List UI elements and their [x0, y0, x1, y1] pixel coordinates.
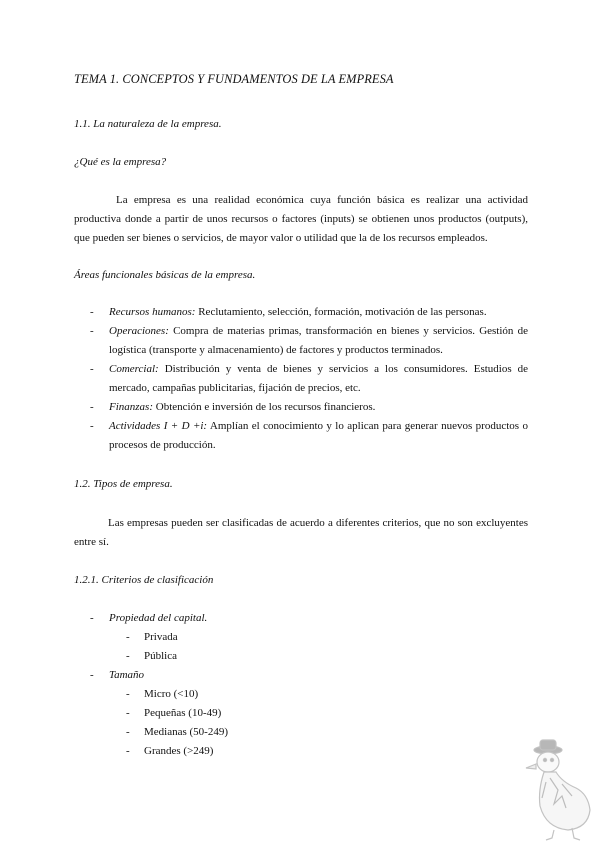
- criteria-list: [74, 609, 528, 761]
- list-item: [74, 303, 528, 322]
- list-item: [74, 628, 528, 647]
- criterion-option: Grandes (>249): [144, 745, 214, 757]
- paragraph-text: Las empresas pueden ser clasificadas de acuerdo a diferentes criterios, que no son excluyentes entre sí.: [74, 517, 528, 548]
- criterion-label: Propiedad del capital.: [109, 612, 208, 624]
- paragraph-text: La empresa es una realidad económica cuya función básica es realizar una actividad productiva donde a partir de unos recursos o factores (inputs) se obtienen unos productos (outputs), que pueden ser bienes o servicios, de mayor valor o utilidad que la de los recursos empleados.: [74, 194, 528, 244]
- list-item: [74, 417, 528, 455]
- criterion-option: Pequeñas (10-49): [144, 707, 222, 719]
- list-item: [74, 704, 528, 723]
- list-dash: -: [90, 612, 94, 624]
- section-heading-1-2: 1.2. Tipos de empresa.: [74, 478, 173, 490]
- list-item: [74, 322, 528, 360]
- list-dash: -: [126, 726, 130, 738]
- area-text: Amplían el conocimiento y lo aplican para generar nuevos productos o procesos de producción.: [109, 420, 528, 451]
- list-dash: -: [90, 363, 94, 375]
- area-text: Compra de materias primas, transformación en bienes y servicios. Gestión de logística (transporte y almacenamiento) de factores y productos terminados.: [109, 325, 529, 356]
- area-label: Comercial:: [109, 363, 159, 375]
- paragraph-definition: [74, 191, 528, 248]
- areas-list: [74, 303, 528, 455]
- criterion-option: Pública: [144, 650, 177, 662]
- list-item: [74, 609, 528, 628]
- criterion-option: Privada: [144, 631, 178, 643]
- section-heading-1-2-1: 1.2.1. Criterios de clasificación: [74, 574, 214, 586]
- list-item: [74, 685, 528, 704]
- area-text: Distribución y venta de bienes y servicios a los consumidores. Estudios de mercado, campañas publicitarias, fijación de precios, etc.: [109, 363, 529, 394]
- list-dash: -: [90, 420, 94, 432]
- list-item: [74, 398, 528, 417]
- criterion-option: Micro (<10): [144, 688, 199, 700]
- list-item: [74, 647, 528, 666]
- paragraph-types: [74, 514, 528, 552]
- area-label: Operaciones:: [109, 325, 169, 337]
- list-item: [74, 742, 528, 761]
- list-item: [74, 723, 528, 742]
- area-label: Actividades I + D +i:: [109, 420, 208, 432]
- list-item: [74, 666, 528, 685]
- list-dash: -: [126, 745, 130, 757]
- list-dash: -: [90, 401, 94, 413]
- area-text: Obtención e inversión de los recursos financieros.: [155, 401, 376, 413]
- area-label: Recursos humanos:: [109, 306, 196, 318]
- list-dash: -: [90, 325, 94, 337]
- list-dash: -: [90, 306, 94, 318]
- list-dash: -: [126, 650, 130, 662]
- area-text: Reclutamiento, selección, formación, motivación de las personas.: [198, 306, 487, 318]
- areas-heading: Áreas funcionales básicas de la empresa.: [74, 269, 256, 281]
- section-heading-1-1: 1.1. La naturaleza de la empresa.: [74, 118, 222, 130]
- area-label: Finanzas:: [109, 401, 153, 413]
- list-dash: -: [90, 669, 94, 681]
- question-heading: ¿Qué es la empresa?: [74, 156, 167, 168]
- list-item: [74, 360, 528, 398]
- criterion-option: Medianas (50-249): [144, 726, 229, 738]
- criterion-label: Tamaño: [109, 669, 145, 681]
- list-dash: -: [126, 707, 130, 719]
- duck-mascot-icon: [518, 738, 594, 842]
- list-dash: -: [126, 631, 130, 643]
- document-title: TEMA 1. CONCEPTOS Y FUNDAMENTOS DE LA EMPRESA: [74, 72, 394, 86]
- list-dash: -: [126, 688, 130, 700]
